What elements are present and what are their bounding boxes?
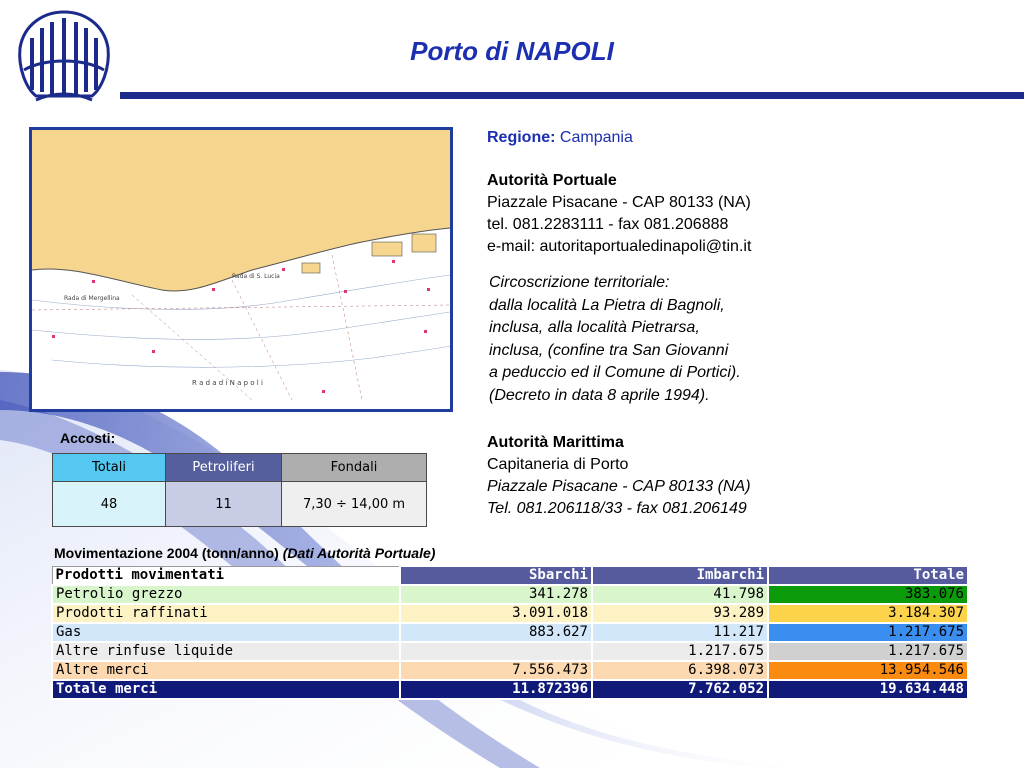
table-row [52,623,968,642]
table-row [52,604,968,623]
accosti-label: Accosti: [60,430,116,446]
header-sbarchi: Sbarchi [400,566,592,585]
total-totale: 19.634.448 [768,680,968,699]
circoscrizione-line: (Decreto in data 8 aprile 1994). [489,386,710,404]
page-title: Porto di NAPOLI [410,36,614,66]
row-totale: 13.954.546 [768,661,968,680]
autorita-marittima-block [487,432,751,520]
row-imbarchi: 93.289 [592,604,768,623]
regione-line [487,127,633,149]
autorita-marittima-line2: Piazzale Pisacane - CAP 80133 (NA) [487,478,751,495]
nautical-chart-map [29,127,453,412]
table-row [52,642,968,661]
total-sbarchi: 11.872396 [400,680,592,699]
movimentazione-source: (Dati Autorità Portuale) [282,545,436,561]
table-row [52,661,968,680]
movimentazione-label [54,545,435,561]
row-sbarchi: 883.627 [400,623,592,642]
row-name: Prodotti raffinati [52,604,400,623]
autorita-portuale-email: e-mail: autoritaportualedinapoli@tin.it [487,238,752,255]
accosti-header-fondali: Fondali [282,454,427,482]
row-sbarchi [400,642,592,661]
autorita-portuale-phone: tel. 081.2283111 - fax 081.206888 [487,216,729,233]
circoscrizione-block [489,272,741,407]
movimentazione-title: Movimentazione 2004 (tonn/anno) [54,545,279,561]
header-imbarchi: Imbarchi [592,566,768,585]
autorita-marittima-title: Autorità Marittima [487,434,624,451]
map-label: Rada di Mergellina [64,295,120,302]
row-imbarchi: 6.398.073 [592,661,768,680]
table-total-row [52,680,968,699]
circoscrizione-line: Circoscrizione territoriale: [489,274,670,291]
row-name: Gas [52,623,400,642]
row-name: Altre merci [52,661,400,680]
row-sbarchi: 3.091.018 [400,604,592,623]
movimentazione-table [51,565,969,700]
circoscrizione-line: inclusa, alla località Pietrarsa, [489,319,700,336]
accosti-value-petroliferi: 11 [166,482,282,527]
autorita-portuale-address: Piazzale Pisacane - CAP 80133 (NA) [487,194,751,211]
circoscrizione-line: a peduccio ed il Comune di Portici). [489,364,741,381]
row-imbarchi: 11.217 [592,623,768,642]
autorita-portuale-block [487,170,751,258]
regione-label: Regione: [487,129,556,146]
total-name: Totale merci [52,680,400,699]
row-sbarchi: 7.556.473 [400,661,592,680]
regione-value: Campania [559,129,633,146]
row-name: Altre rinfuse liquide [52,642,400,661]
map-label: R a d a d i N a p o l i [192,379,263,387]
accosti-header-totali: Totali [53,454,166,482]
row-imbarchi: 41.798 [592,585,768,604]
total-imbarchi: 7.762.052 [592,680,768,699]
row-totale: 383.076 [768,585,968,604]
row-totale: 1.217.675 [768,642,968,661]
row-totale: 1.217.675 [768,623,968,642]
autorita-marittima-line1: Capitaneria di Porto [487,456,629,473]
accosti-header-petroliferi: Petroliferi [166,454,282,482]
accosti-value-fondali: 7,30 ÷ 14,00 m [282,482,427,527]
table-header-row [52,566,968,585]
row-sbarchi: 341.278 [400,585,592,604]
accosti-table [52,453,427,527]
header-prodotti: Prodotti movimentati [52,566,400,585]
map-label: Rada di S. Lucia [232,273,280,280]
table-row [52,585,968,604]
row-name: Petrolio grezzo [52,585,400,604]
autorita-portuale-title: Autorità Portuale [487,172,617,189]
circoscrizione-line: dalla località La Pietra di Bagnoli, [489,296,725,314]
header-totale: Totale [768,566,968,585]
header-rule [120,92,1024,99]
accosti-value-totali: 48 [53,482,166,527]
row-imbarchi: 1.217.675 [592,642,768,661]
map-drawing [32,130,450,409]
circoscrizione-line: inclusa, (confine tra San Giovanni [489,341,729,359]
row-totale: 3.184.307 [768,604,968,623]
autorita-marittima-line3: Tel. 081.206118/33 - fax 081.206149 [487,500,747,517]
